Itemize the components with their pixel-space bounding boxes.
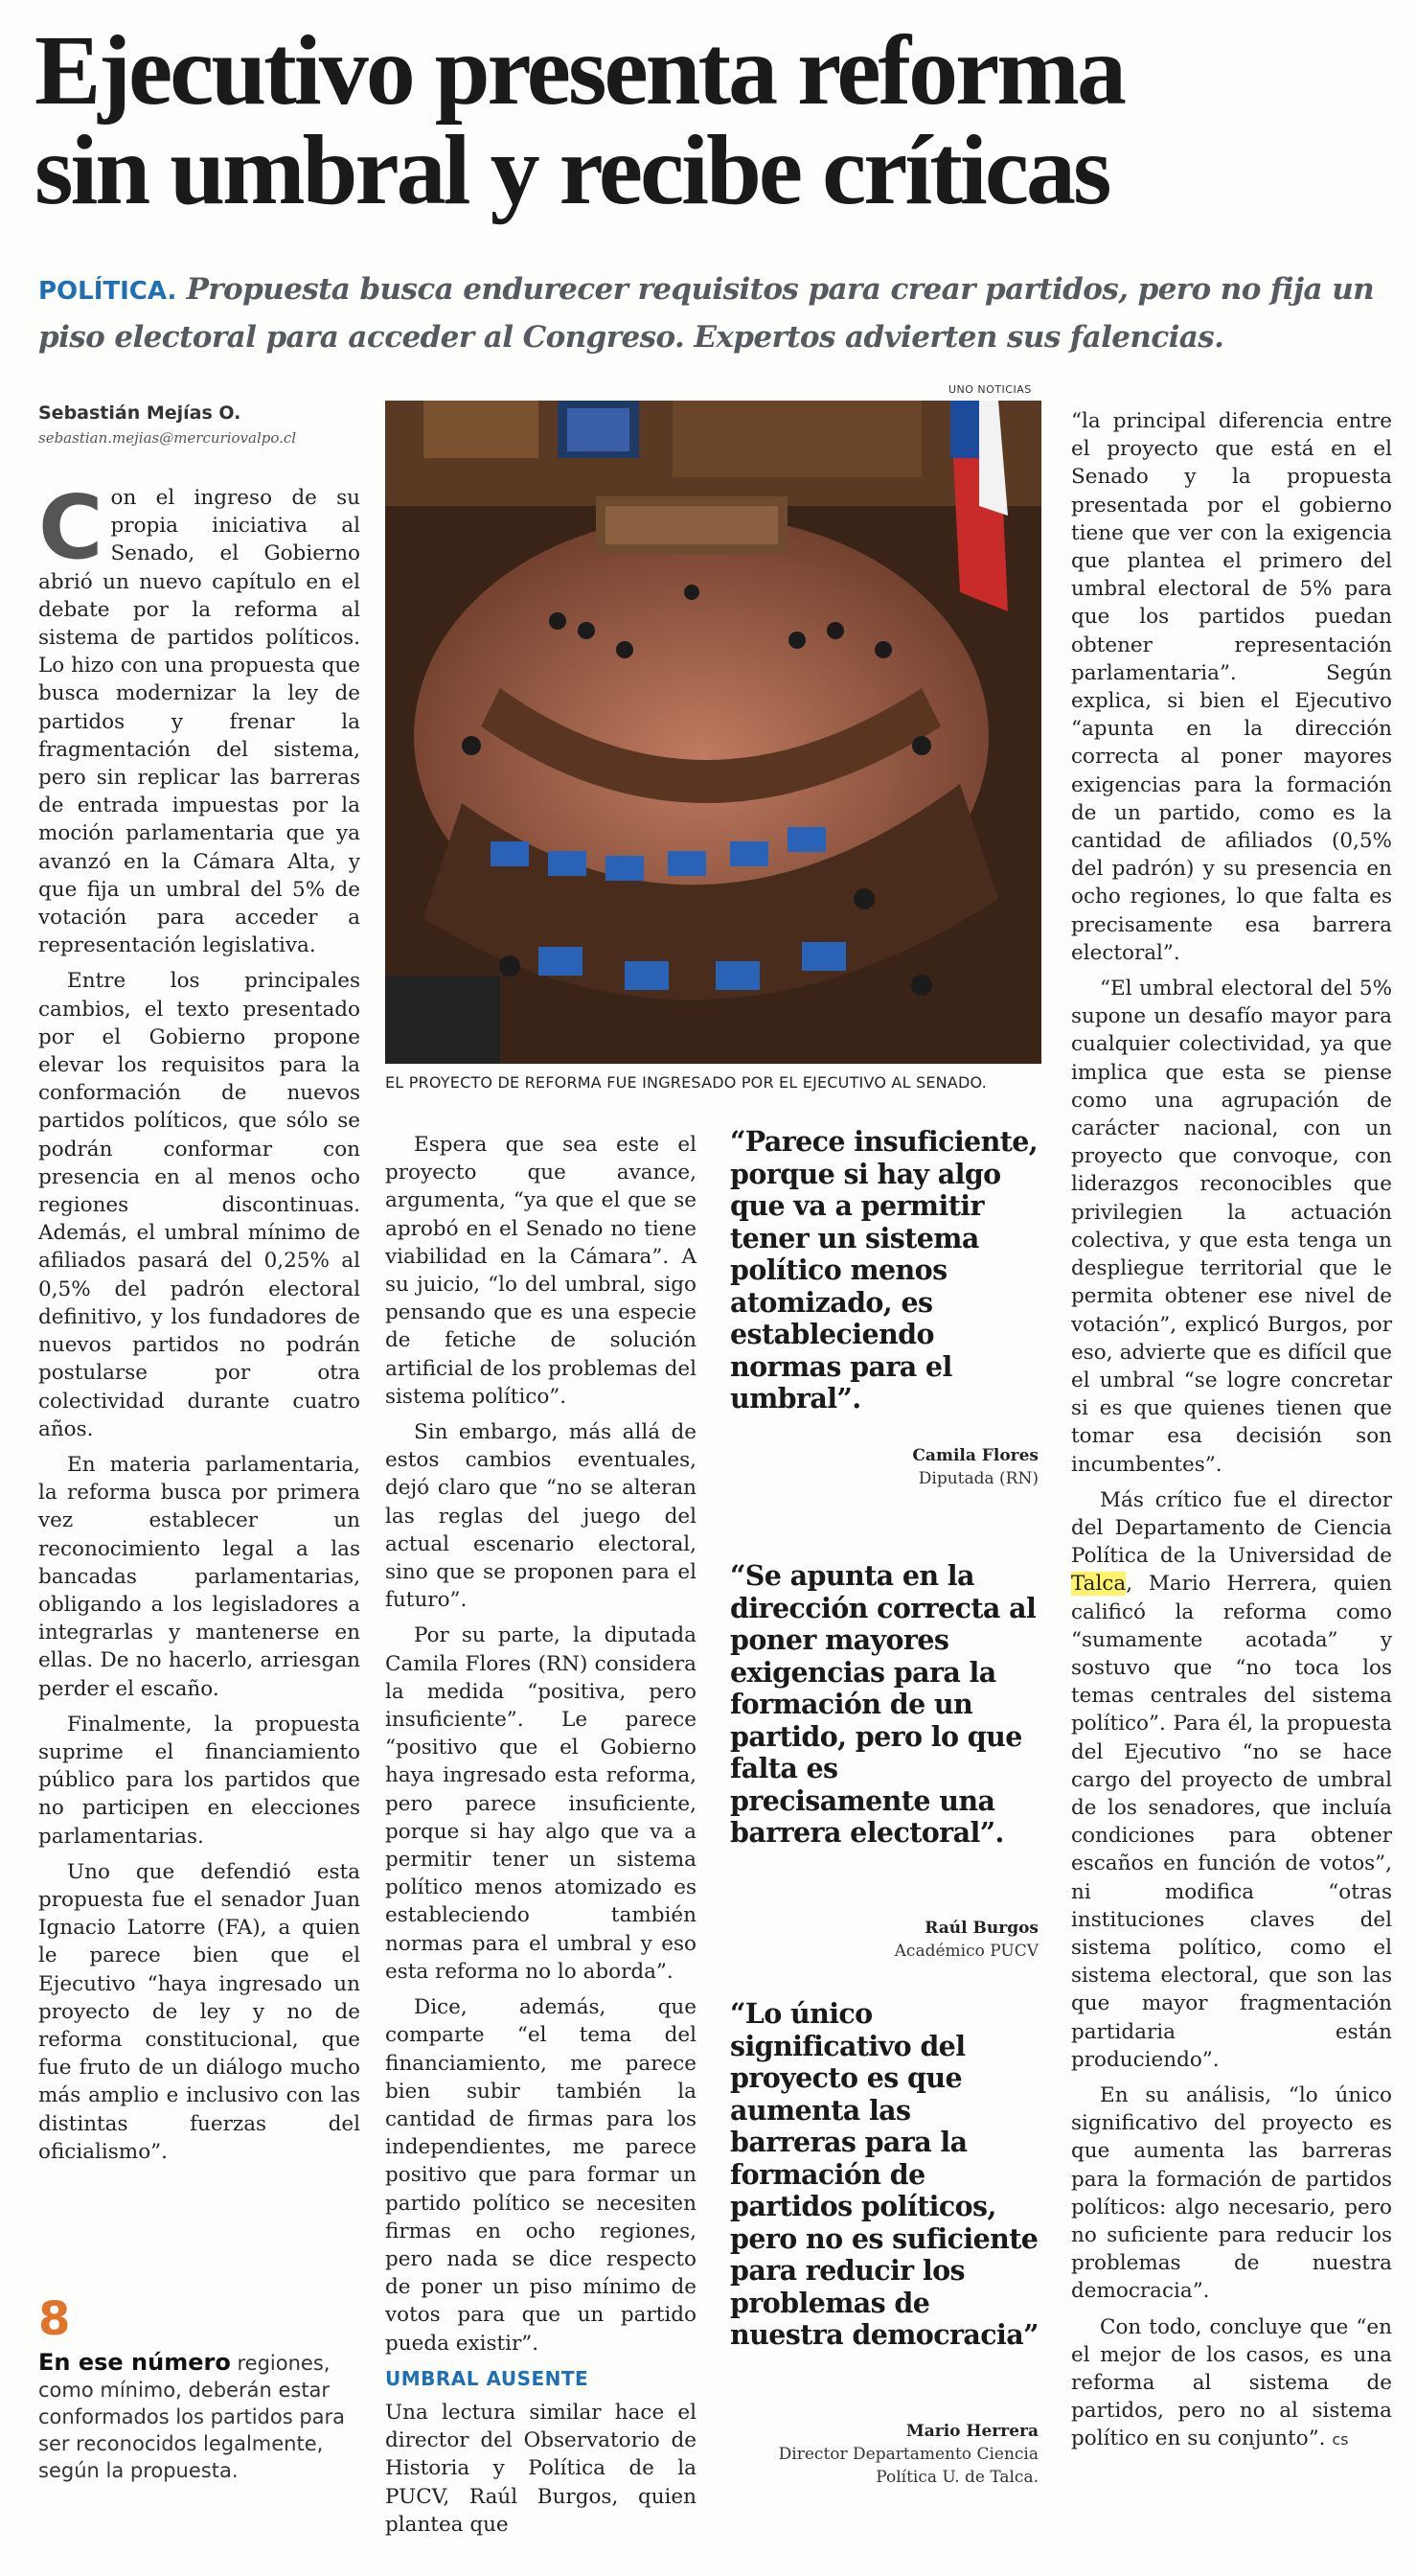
paragraph-text: , Mario Herrera, quien calificó la reforma como “sumamente acotada” y sostuvo que “no toca los temas centrales del sistema político”. Para él, la propuesta del Ejecutivo “no se hace cargo del proyecto de umbral de los senadores, que incluía condiciones para obtener escaños en función de votos”, ni modifica “otras instituciones claves del sistema político, como el sistema electoral, que son las que mayor fragmentación partidaria están produciendo”.: [1071, 1572, 1392, 2072]
quote-role: Director Departamento Ciencia Política U. de Talca.: [778, 2445, 1039, 2487]
paragraph: [1071, 2313, 1392, 2454]
author-email[interactable]: sebastian.mejias@mercuriovalpo.cl: [38, 429, 297, 447]
paragraph: Dice, además, que comparte “el tema del financiamiento, me parece bien subir también la cantidad de firmas para los independientes, me parece positivo que para formar un partido político se necesiten firmas en ocho regiones, pero nada se dice respecto de poner un piso mínimo de votos para que un partido pueda existir”.: [385, 1995, 697, 2356]
photo-credit: UNO NOTICIAS: [948, 383, 1032, 396]
headline-line-2: sin umbral y recibe críticas: [34, 115, 1109, 225]
article-column-4: [1071, 407, 1392, 2462]
quote-source-1: [730, 1444, 1039, 1490]
paragraph: “El umbral electoral del 5% supone un desafío mayor para cualquier colectividad, ya que implica que esta se piense como una agrupación de carácter nacional, con un proyecto que convoque, con liderazgos reconocibles que privilegien la actuación colectiva, y que esta tenga un despliegue territorial que le permita obtener ese nivel de votación”, explicó Burgos, por eso, advierte que es difícil que el umbral “se logre concretar si es que quienes tienen que tomar esa decisión son incumbentes”.: [1071, 977, 1392, 1477]
section-label: POLÍTICA.: [38, 277, 177, 306]
pull-quote-3: “Lo único significativo del proyecto es que aumenta las barreras para la formación de partidos políticos, pero no es suficiente para reducir los problemas de nuestra democracia”: [730, 1997, 1039, 2351]
quote-role: Académico PUCV: [894, 1942, 1039, 1961]
paragraph: on el ingreso de su propia iniciativa al Senado, el Gobierno abrió un nuevo capítulo en el debate por la reforma al sistema de partidos políticos. Lo hizo con una propuesta que busca modernizar la ley de partidos y frenar la fragmentación del sistema, pero sin replicar las barreras de entrada impuestas por la moción parlamentaria que ya avanzó en la Cámara Alta, y que fija un umbral del 5% de votación para acceder a representación legislativa.: [38, 486, 360, 958]
paragraph: Espera que sea este el proyecto que avance, argumenta, “ya que el que se aprobó en el Senado no tiene viabilidad en la Cámara”. A su juicio, “lo del umbral, sigo pensando que es una especie de fetiche de solución artificial de los problemas del sistema político”.: [385, 1133, 697, 1409]
deck-text: Propuesta busca endurecer requisitos para crear partidos, pero no fija un piso electoral para acceder al Congreso. Expertos advierten sus falencias.: [38, 272, 1375, 355]
stat-box: [38, 2292, 374, 2484]
pull-quote-2: “Se apunta en la dirección correcta al poner mayores exigencias para la formación de un partido, pero lo que falta es precisamente una barrera electoral”.: [730, 1559, 1037, 1849]
paragraph: Por su parte, la diputada Camila Flores (RN) considera la medida “positiva, pero insuficiente”. Le parece “positivo que el Gobierno haya ingresado esta reforma, pero parece insuficiente, porque si hay algo que va a permitir tener un sistema político menos atomizado es estableciendo también normas para el umbral y eso esta reforma no lo aborda”.: [385, 1623, 697, 1984]
author-name: Sebastián Mejías O.: [38, 402, 241, 424]
headline: [34, 15, 1395, 225]
quote-name: Camila Flores: [912, 1446, 1039, 1465]
paragraph-text: Con todo, concluye que “en el mejor de los casos, es una reforma al sistema de partidos, pero no al sistema político en su conjunto”.: [1071, 2314, 1392, 2451]
paragraph: Una lectura similar hace el director del Observatorio de Historia y Política de la PUCV, Raúl Burgos, quien plantea que: [385, 2400, 697, 2537]
stat-lead: En ese número: [38, 2349, 231, 2376]
subhead: UMBRAL AUSENTE: [385, 2366, 589, 2390]
paragraph: Entre los principales cambios, el texto presentado por el Gobierno propone elevar los requisitos para la conformación de nuevos partidos políticos, que sólo se podrán conformar con presencia en al menos ocho regiones discontinuas. Además, el umbral mínimo de afiliados pasará del 0,25% al 0,5% del padrón electoral definitivo, y los fundadores de nuevos partidos no podrán postularse por otra colectividad durante cuatro años.: [38, 969, 360, 1441]
paragraph: [1071, 1486, 1392, 2074]
paragraph: En su análisis, “lo único significativo del proyecto es que aumenta las barreras para la formación de partidos políticos: algo necesario, pero no suficiente para reducir los problemas de nuestra democracia”.: [1071, 2082, 1392, 2304]
headline-line-1: Ejecutivo presenta reforma: [34, 15, 1124, 126]
pull-quote-1: “Parece insuficiente, porque si hay algo que va a permitir tener un sistema político menos atomizado, es estableciendo normas para el umbral”.: [730, 1125, 1039, 1414]
senate-chamber-photo: [385, 401, 1041, 1064]
quote-name: Mario Herrera: [905, 2422, 1039, 2441]
quote-source-3: [730, 2420, 1039, 2489]
article-column-1: [38, 476, 360, 2174]
stat-text: regiones, como mínimo, deberán estar conformados los partidos para ser reconocidos legalmente, según la propuesta.: [38, 2352, 346, 2482]
end-mark: cs: [1332, 2430, 1349, 2450]
paragraph: Uno que defendió esta propuesta fue el senador Juan Ignacio Latorre (FA), a quien le parece bien que el Ejecutivo “haya ingresado un proyecto de ley y no de reforma constitucional, que fue fruto de un diálogo mucho más amplio e inclusivo con las distintas fuerzas del oficialismo”.: [38, 1859, 360, 2164]
paragraph: Sin embargo, más allá de estos cambios eventuales, dejó claro que “no se alteran las reglas del juego del actual escenario electoral, sino que se proponen para el futuro”.: [385, 1420, 697, 1613]
quote-name: Raúl Burgos: [925, 1919, 1039, 1938]
deck: [38, 266, 1389, 360]
highlighted-text: Talca: [1071, 1572, 1127, 1597]
byline: [38, 402, 364, 447]
quote-role: Diputada (RN): [918, 1469, 1039, 1488]
stat-number: 8: [38, 2292, 71, 2346]
paragraph: En materia parlamentaria, la reforma busca por primera vez establecer un reconocimiento legal a las bancadas parlamentarias, obligando a los legisladores a integrarlas y mantenerse en ellas. De no hacerlo, arriesgan perder el escaño.: [38, 1452, 360, 1701]
article-column-2: [385, 1131, 697, 2546]
photo-caption: EL PROYECTO DE REFORMA FUE INGRESADO POR EL EJECUTIVO AL SENADO.: [385, 1073, 987, 1092]
paragraph: “la principal diferencia entre el proyecto que está en el Senado y la propuesta presentada por el gobierno tiene que ver con la exigencia que plantea el primero del umbral electoral de 5% para que los partidos puedan obtener representación parlamentaria”. Según explica, si bien el Ejecutivo “apunta en la dirección correcta al poner mayores exigencias para la formación de un partido, como es la cantidad de afiliados (0,5% del padrón) y su presencia en ocho regiones, lo que falta es precisamente esa barrera electoral”.: [1071, 409, 1392, 965]
paragraph: Finalmente, la propuesta suprime el financiamiento público para los partidos que no participen en elecciones parlamentarias.: [38, 1712, 360, 1849]
dropcap: C: [38, 476, 103, 579]
paragraph-text: Más crítico fue el director del Departamento de Ciencia Política de la Universidad de: [1071, 1487, 1392, 1569]
quote-source-2: [730, 1917, 1039, 1963]
